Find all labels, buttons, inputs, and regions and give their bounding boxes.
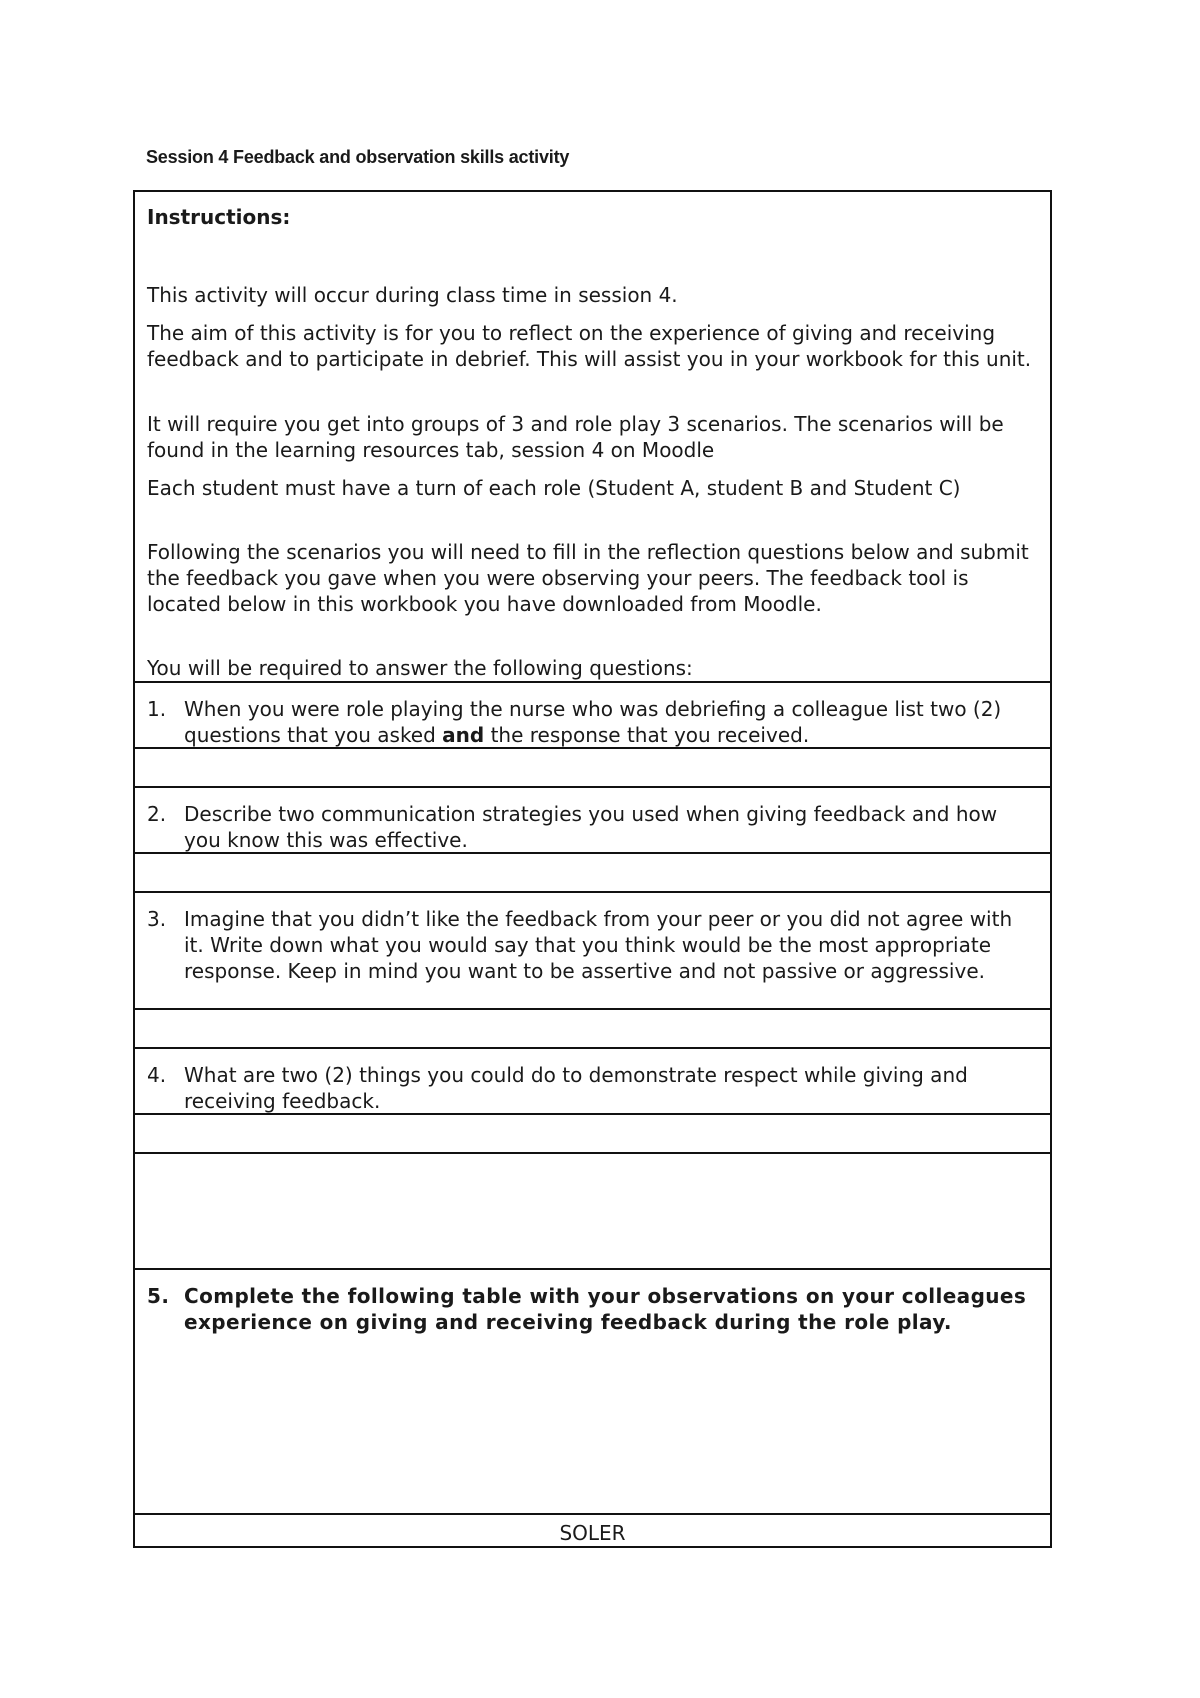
answer-field-4[interactable] bbox=[135, 1113, 1050, 1152]
question-row-2 bbox=[135, 786, 1050, 852]
document-title: Session 4 Feedback and observation skills activity bbox=[146, 147, 570, 167]
question-text: When you were role playing the nurse who was debriefing a colleague list two (2) questions that you asked and the response that you received. bbox=[184, 697, 1002, 747]
instruction-paragraph: This activity will occur during class time in session 4. bbox=[147, 283, 678, 307]
question-row-4 bbox=[135, 1047, 1050, 1113]
instruction-paragraph: Each student must have a turn of each role (Student A, student B and Student C) bbox=[147, 476, 961, 500]
answer-field-4-extended[interactable] bbox=[135, 1152, 1050, 1268]
instructions-section bbox=[135, 192, 1050, 681]
instructions-heading: Instructions: bbox=[147, 205, 291, 229]
question-3 bbox=[147, 906, 1038, 984]
question-number: 5. bbox=[147, 1284, 170, 1308]
question-number: 3. bbox=[147, 907, 167, 931]
instruction-paragraph: Following the scenarios you will need to fill in the reflection questions below and submit the feedback you gave when you were observing your peers. The feedback tool is located below in this workbook you have downloaded from Moodle. bbox=[147, 540, 1029, 616]
question-text: What are two (2) things you could do to demonstrate respect while giving and receiving feedback. bbox=[184, 1063, 968, 1113]
answer-field-3[interactable] bbox=[135, 1008, 1050, 1047]
question-row-5 bbox=[135, 1268, 1050, 1513]
question-text: Describe two communication strategies you used when giving feedback and how you know this was effective. bbox=[184, 802, 998, 852]
answer-field-2[interactable] bbox=[135, 852, 1050, 891]
question-5 bbox=[147, 1283, 1038, 1335]
question-1 bbox=[147, 696, 1038, 748]
question-number: 2. bbox=[147, 802, 167, 826]
answer-field-1[interactable] bbox=[135, 747, 1050, 786]
instruction-paragraph: It will require you get into groups of 3 and role play 3 scenarios. The scenarios will be found in the learning resources tab, session 4 on Moodle bbox=[147, 412, 1004, 462]
question-text: Complete the following table with your observations on your colleagues experience on giving and receiving feedback during the role play. bbox=[184, 1284, 1027, 1334]
question-row-1 bbox=[135, 681, 1050, 747]
instruction-paragraph: The aim of this activity is for you to reflect on the experience of giving and receiving feedback and to participate in debrief. This will assist you in your workbook for this unit. bbox=[147, 321, 1032, 371]
instruction-paragraph: You will be required to answer the following questions: bbox=[147, 656, 693, 680]
question-text: Imagine that you didn’t like the feedback from your peer or you did not agree with it. Write down what you would say that you think would be the most appropriate response. Keep in mind you want to be assertive and not passive or aggressive. bbox=[184, 907, 1013, 983]
question-number: 4. bbox=[147, 1063, 167, 1087]
question-2 bbox=[147, 801, 1038, 853]
question-4 bbox=[147, 1062, 1038, 1114]
question-number: 1. bbox=[147, 697, 167, 721]
soler-label: SOLER bbox=[559, 1521, 626, 1545]
emphasis-text: and bbox=[442, 723, 485, 747]
question-row-3 bbox=[135, 891, 1050, 1008]
soler-header-row bbox=[135, 1513, 1050, 1550]
activity-form-table bbox=[133, 190, 1052, 1548]
